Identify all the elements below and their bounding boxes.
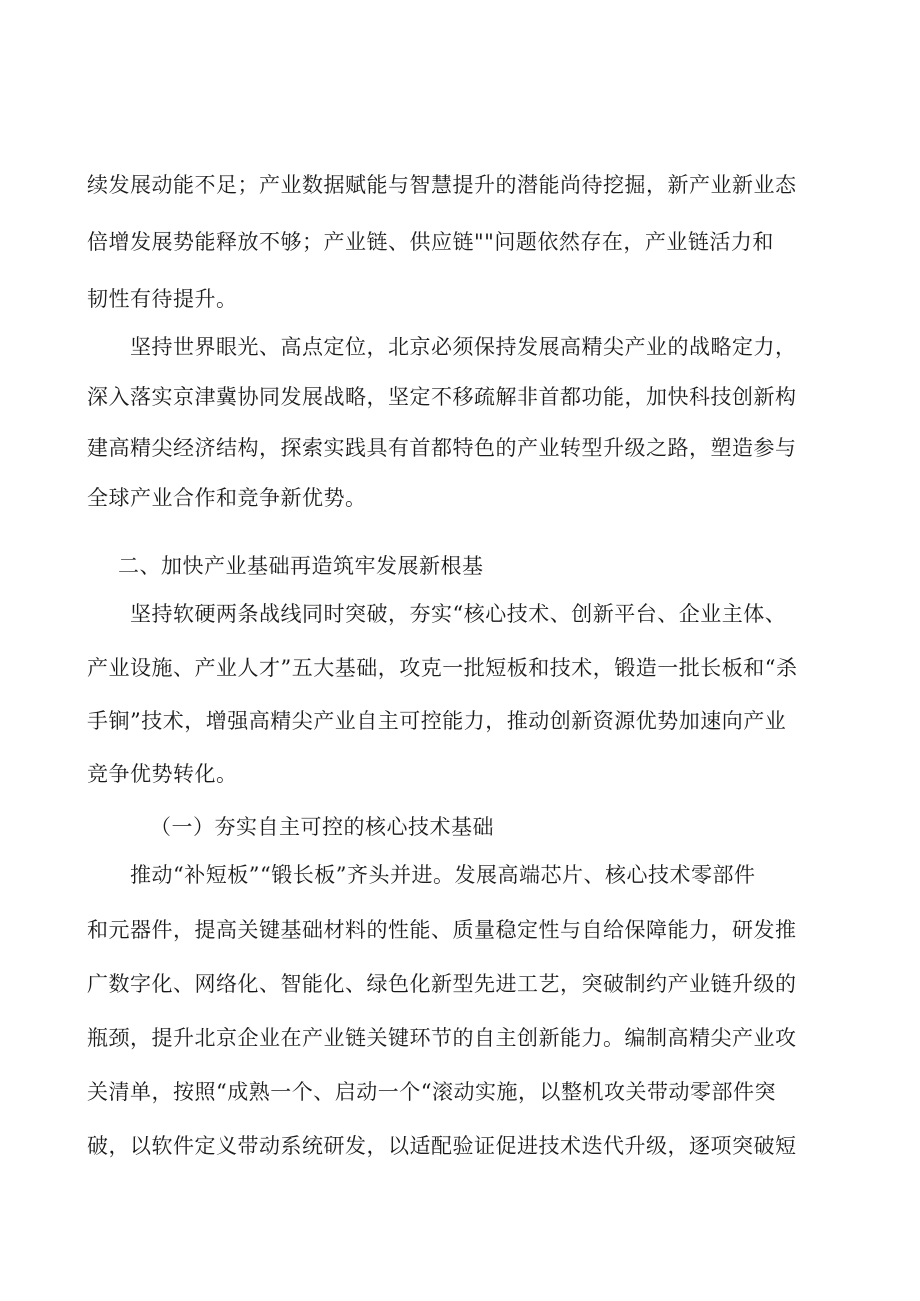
paragraph-line: 续发展动能不足；产业数据赋能与智慧提升的潜能尚待挖掘，新产业新业态 <box>87 173 797 197</box>
paragraph-line: 推动“补短板”“锻长板”齐头并进。发展高端芯片、核心技术零部件 <box>130 863 756 887</box>
paragraph-line: 瓶颈，提升北京企业在产业链关键环节的自主创新能力。编制高精尖产业攻 <box>87 1026 797 1050</box>
paragraph-line: 手锏”技术，增强高精尖产业自主可控能力，推动创新资源优势加速向产业 <box>87 709 787 733</box>
paragraph-line: 和元器件，提高关键基础材料的性能、质量稳定性与自给保障能力，研发推 <box>87 918 797 942</box>
paragraph-line: 关清单，按照“成熟一个、启动一个“滚动实施，以整机攻关带动零部件突 <box>87 1080 776 1104</box>
section-heading: 二、加快产业基础再造筑牢发展新根基 <box>118 554 484 578</box>
paragraph-line: 破，以软件定义带动系统研发，以适配验证促进技术迭代升级，逐项突破短 <box>87 1134 797 1158</box>
paragraph-line: 倍增发展势能释放不够；产业链、供应链""问题依然存在，产业链活力和 <box>87 230 774 254</box>
subsection-heading: （一）夯实自主可控的核心技术基础 <box>150 815 494 839</box>
paragraph-line: 坚持世界眼光、高点定位，北京必须保持发展高精尖产业的战略定力， <box>130 335 797 359</box>
paragraph-line: 广数字化、网络化、智能化、绿色化新型先进工艺，突破制约产业链升级的 <box>87 972 797 996</box>
paragraph-line: 产业设施、产业人才”五大基础，攻克一批短板和技术，锻造一批长板和“杀 <box>87 656 798 680</box>
paragraph-line: 竞争优势转化。 <box>87 762 238 786</box>
paragraph-line: 韧性有待提升。 <box>87 287 238 311</box>
paragraph-line: 全球产业合作和竞争新优势。 <box>87 486 367 510</box>
paragraph-line: 坚持软硬两条战线同时突破，夯实“核心技术、创新平台、企业主体、 <box>130 602 787 626</box>
paragraph-line: 建高精尖经济结构，探索实践具有首都特色的产业转型升级之路，塑造参与 <box>87 436 797 460</box>
paragraph-line: 深入落实京津冀协同发展战略，坚定不移疏解非首都功能，加快科技创新构 <box>87 385 797 409</box>
